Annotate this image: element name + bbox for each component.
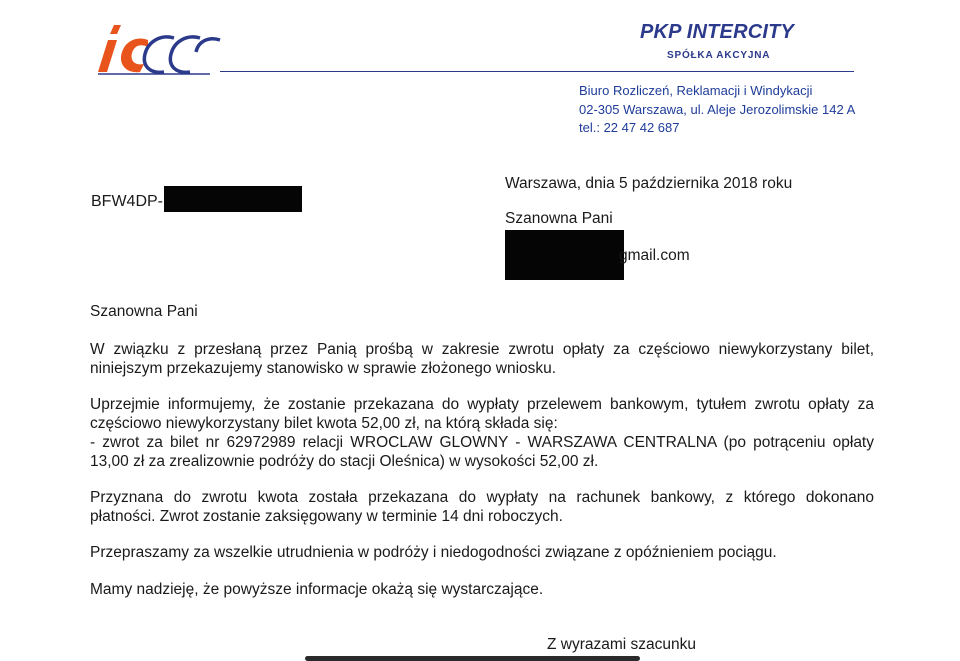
- page-edge-shadow: [305, 656, 640, 661]
- company-type: SPÓŁKA AKCYJNA: [667, 50, 771, 61]
- recipient-salutation: Szanowna Pani: [505, 210, 613, 227]
- redaction-bar: [164, 186, 302, 212]
- letter-greeting: Szanowna Pani: [90, 303, 198, 320]
- paragraph-line: - zwrot za bilet nr 62972989 relacji WROCLAW GLOWNY - WARSZAWA CENTRALNA (po potrąceniu opłaty: [90, 434, 874, 451]
- paragraph-line: Przyznana do zwrotu kwota została przekazana do wypłaty na rachunek bankowy, z którego dokonano: [90, 489, 874, 506]
- paragraph-line: Uprzejmie informujemy, że zostanie przekazana do wypłaty przelewem bankowym, tytułem zwrotu opłaty za: [90, 396, 874, 413]
- company-logo: [90, 22, 225, 77]
- closing-phrase: Z wyrazami szacunku: [547, 636, 697, 653]
- paragraph-line: niniejszym przekazujemy stanowisko w sprawie złożonego wniosku.: [90, 360, 557, 377]
- header-divider: [220, 71, 854, 72]
- paragraph-apology: Przepraszamy za wszelkie utrudnienia w podróży i niedogodności związane z opóźnieniem pociągu.: [90, 544, 777, 561]
- reference-number: [91, 192, 302, 212]
- redaction-bar: [505, 230, 624, 280]
- office-address: [579, 82, 855, 138]
- office-name: Biuro Rozliczeń, Reklamacji i Windykacji: [579, 83, 813, 98]
- paragraph-line: płatności. Zwrot zostanie zaksięgowany w terminie 14 dni roboczych.: [90, 508, 563, 525]
- paragraph-refund-details: [90, 395, 874, 471]
- paragraph-hope: Mamy nadzieję, że powyższe informacje okażą się wystarczające.: [90, 581, 544, 598]
- email-domain: gmail.com: [619, 247, 690, 264]
- paragraph-transfer: [90, 488, 874, 526]
- office-phone: tel.: 22 47 42 687: [579, 120, 680, 135]
- company-name: PKP INTERCITY: [640, 21, 795, 43]
- paragraph-line: częściowo niewykorzystany bilet kwota 52,00 zł, na którą składa się:: [90, 415, 558, 432]
- paragraph-line: 13,00 zł za zrealizownie podróży do stacji Oleśnica) w wysokości 52,00 zł.: [90, 453, 599, 470]
- place-date: Warszawa, dnia 5 października 2018 roku: [505, 175, 793, 192]
- reference-prefix: BFW4DP-: [91, 193, 163, 211]
- paragraph-request: [90, 340, 874, 378]
- office-street: 02-305 Warszawa, ul. Aleje Jerozolimskie 142 A: [579, 101, 856, 117]
- icc-logo-icon: [90, 22, 225, 77]
- paragraph-line: W związku z przesłaną przez Panią prośbą w zakresie zwrotu opłaty za częściowo niewykorzystany bilet,: [90, 341, 874, 358]
